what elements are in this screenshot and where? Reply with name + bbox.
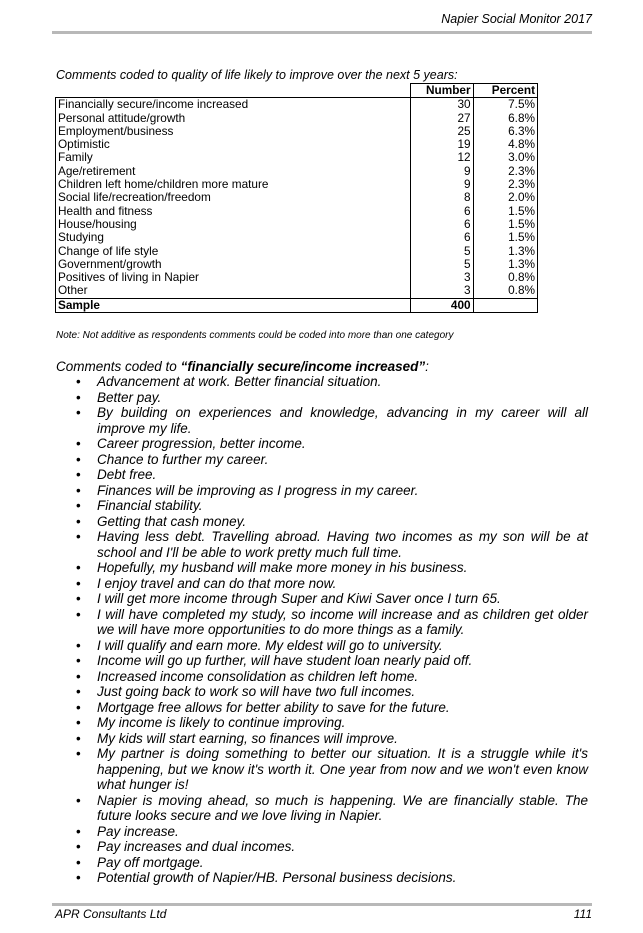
- bullet-icon: •: [76, 653, 81, 668]
- table-row: [56, 191, 538, 204]
- comment-text: Pay increases and dual incomes.: [97, 839, 296, 854]
- bullet-icon: •: [76, 699, 81, 715]
- comment-text: My income is likely to continue improving.: [97, 715, 346, 730]
- bullet-icon: •: [76, 405, 81, 420]
- row-percent: 7.5%: [473, 98, 537, 112]
- row-number: 5: [411, 258, 474, 271]
- comments-list: [56, 374, 588, 886]
- row-label: Optimistic: [56, 138, 411, 151]
- comments-heading-prefix: Comments coded to: [56, 359, 181, 374]
- row-label: Health and fitness: [56, 205, 411, 218]
- comment-item: [56, 855, 588, 871]
- comment-item: [56, 669, 588, 685]
- row-label: Age/retirement: [56, 165, 411, 178]
- row-percent: 2.0%: [473, 191, 537, 204]
- row-number: 3: [411, 284, 474, 298]
- bullet-icon: •: [76, 715, 81, 730]
- row-number: 25: [411, 125, 474, 138]
- row-percent: 6.8%: [473, 112, 537, 125]
- comment-item: [56, 467, 588, 483]
- table-note: Note: Not additive as respondents comments could be coded into more than one category: [56, 330, 454, 341]
- bullet-icon: •: [76, 606, 81, 622]
- comment-item: [56, 560, 588, 576]
- comments-heading: [56, 359, 429, 374]
- comment-item: [56, 731, 588, 747]
- row-label: Government/growth: [56, 258, 411, 271]
- table-body: [56, 98, 538, 298]
- comment-text: I will qualify and earn more. My eldest will go to university.: [97, 637, 443, 653]
- header-number: Number: [411, 84, 474, 98]
- row-number: 6: [411, 205, 474, 218]
- bullet-icon: •: [76, 637, 81, 653]
- row-percent: 2.3%: [473, 165, 537, 178]
- row-percent: 1.3%: [473, 245, 537, 258]
- table-row: [56, 245, 538, 258]
- page-number: 111: [573, 907, 592, 921]
- row-number: 12: [411, 151, 474, 164]
- comment-item: [56, 483, 588, 499]
- comment-item: [56, 436, 588, 452]
- comment-text: Chance to further my career.: [97, 451, 269, 467]
- table-row: [56, 125, 538, 138]
- comment-text: Having less debt. Travelling abroad. Having two incomes as my son will be at school and I'll be able to work pretty much full time.: [97, 529, 588, 560]
- comment-text: Increased income consolidation as children left home.: [97, 668, 419, 684]
- row-percent: 0.8%: [473, 284, 537, 298]
- bullet-icon: •: [76, 591, 81, 606]
- comment-item: [56, 529, 588, 560]
- bullet-icon: •: [76, 374, 81, 389]
- bullet-icon: •: [76, 498, 81, 513]
- bullet-icon: •: [76, 854, 81, 870]
- row-percent: 1.3%: [473, 258, 537, 271]
- bullet-icon: •: [76, 529, 81, 544]
- comment-item: [56, 374, 588, 390]
- table-row: [56, 271, 538, 284]
- comment-text: By building on experiences and knowledge, advancing in my career will all improve my life.: [97, 405, 588, 436]
- row-label: Children left home/children more mature: [56, 178, 411, 191]
- comment-item: [56, 870, 588, 886]
- header-percent: Percent: [473, 84, 537, 98]
- comment-text: Pay increase.: [97, 823, 179, 839]
- row-number: 27: [411, 112, 474, 125]
- row-percent: 6.3%: [473, 125, 537, 138]
- bullet-icon: •: [76, 436, 81, 451]
- comment-item: [56, 514, 588, 530]
- row-percent: 1.5%: [473, 231, 537, 244]
- bullet-icon: •: [76, 684, 81, 699]
- comment-item: [56, 576, 588, 592]
- comments-table: [55, 83, 538, 313]
- comment-text: Advancement at work. Better financial situation.: [97, 374, 382, 389]
- bullet-icon: •: [76, 560, 81, 575]
- comment-text: Career progression, better income.: [97, 436, 306, 451]
- bullet-icon: •: [76, 389, 81, 405]
- row-label: Employment/business: [56, 125, 411, 138]
- bullet-icon: •: [76, 451, 81, 467]
- comment-item: [56, 793, 588, 824]
- comment-item: [56, 715, 588, 731]
- comment-item: [56, 638, 588, 654]
- row-number: 6: [411, 218, 474, 231]
- table-row: [56, 151, 538, 164]
- comment-text: I enjoy travel and can do that more now.: [97, 575, 337, 591]
- table-caption: Comments coded to quality of life likely to improve over the next 5 years:: [56, 68, 458, 82]
- row-label: Change of life style: [56, 245, 411, 258]
- row-label: Other: [56, 284, 411, 298]
- row-label: Studying: [56, 231, 411, 244]
- table-row: [56, 284, 538, 298]
- bullet-icon: •: [76, 839, 81, 854]
- table-row: [56, 205, 538, 218]
- table-row: [56, 98, 538, 112]
- bullet-icon: •: [76, 730, 81, 746]
- comment-text: Getting that cash money.: [97, 513, 247, 529]
- row-label: House/housing: [56, 218, 411, 231]
- row-number: 3: [411, 271, 474, 284]
- row-label: Social life/recreation/freedom: [56, 191, 411, 204]
- row-percent: 0.8%: [473, 271, 537, 284]
- comments-heading-suffix: :: [425, 359, 429, 374]
- row-percent: 4.8%: [473, 138, 537, 151]
- comment-item: [56, 746, 588, 793]
- bullet-icon: •: [76, 467, 81, 482]
- page-header-title: Napier Social Monitor 2017: [441, 12, 592, 26]
- comment-text: Financial stability.: [97, 498, 203, 513]
- comment-item: [56, 591, 588, 607]
- sample-row: [56, 298, 538, 312]
- row-label: Personal attitude/growth: [56, 112, 411, 125]
- row-percent: 3.0%: [473, 151, 537, 164]
- comment-item: [56, 824, 588, 840]
- comment-text: Just going back to work so will have two full incomes.: [97, 684, 416, 699]
- table-header-row: [56, 84, 538, 98]
- comment-text: Finances will be improving as I progress in my career.: [97, 482, 419, 498]
- comment-text: Pay off mortgage.: [97, 854, 204, 870]
- comment-item: [56, 684, 588, 700]
- row-percent: 2.3%: [473, 178, 537, 191]
- comment-item: [56, 452, 588, 468]
- table-row: [56, 218, 538, 231]
- row-label: Family: [56, 151, 411, 164]
- comment-text: My kids will start earning, so finances will improve.: [97, 730, 398, 746]
- comment-text: Mortgage free allows for better ability to save for the future.: [97, 699, 450, 715]
- row-number: 5: [411, 245, 474, 258]
- row-number: 9: [411, 178, 474, 191]
- footer-rule: [52, 903, 592, 906]
- bullet-icon: •: [76, 792, 81, 808]
- row-percent: 1.5%: [473, 205, 537, 218]
- comment-item: [56, 390, 588, 406]
- bullet-icon: •: [76, 668, 81, 684]
- comment-text: Hopefully, my husband will make more money in his business.: [97, 560, 468, 575]
- row-percent: 1.5%: [473, 218, 537, 231]
- comment-item: [56, 839, 588, 855]
- comments-heading-category: “financially secure/income increased”: [180, 359, 426, 374]
- comment-text: My partner is doing something to better our situation. It is a struggle while it's happening, but we know it's worth it. One year from now and we won't even know what hunger is!: [97, 746, 588, 792]
- row-number: 30: [411, 98, 474, 112]
- row-number: 6: [411, 231, 474, 244]
- bullet-icon: •: [76, 575, 81, 591]
- bullet-icon: •: [76, 870, 81, 885]
- bullet-icon: •: [76, 513, 81, 529]
- comment-item: [56, 700, 588, 716]
- comment-text: I will have completed my study, so income will increase and as children get older we will have more opportunities to do more things as a family.: [97, 606, 588, 637]
- table-row: [56, 112, 538, 125]
- table-row: [56, 258, 538, 271]
- sample-number: 400: [411, 298, 474, 312]
- footer-company: APR Consultants Ltd: [55, 907, 167, 921]
- comment-text: Napier is moving ahead, so much is happening. We are financially stable. The future looks secure and we love living in Napier.: [97, 792, 588, 823]
- row-number: 9: [411, 165, 474, 178]
- comment-text: Potential growth of Napier/HB. Personal business decisions.: [97, 870, 457, 885]
- comment-item: [56, 653, 588, 669]
- row-number: 19: [411, 138, 474, 151]
- header-blank-cell: [56, 84, 411, 98]
- table-row: [56, 165, 538, 178]
- bullet-icon: •: [76, 482, 81, 498]
- comment-text: Better pay.: [97, 389, 162, 405]
- sample-percent: [473, 298, 537, 312]
- bullet-icon: •: [76, 823, 81, 839]
- header-rule: [52, 31, 592, 34]
- row-number: 8: [411, 191, 474, 204]
- bullet-icon: •: [76, 746, 81, 761]
- table-row: [56, 138, 538, 151]
- comment-item: [56, 498, 588, 514]
- table-row: [56, 231, 538, 244]
- table-row: [56, 178, 538, 191]
- row-label: Positives of living in Napier: [56, 271, 411, 284]
- sample-label: Sample: [56, 298, 411, 312]
- comment-text: I will get more income through Super and Kiwi Saver once I turn 65.: [97, 591, 501, 606]
- comment-text: Income will go up further, will have student loan nearly paid off.: [97, 653, 473, 668]
- comment-text: Debt free.: [97, 467, 157, 482]
- comment-item: [56, 405, 588, 436]
- row-label: Financially secure/income increased: [56, 98, 411, 112]
- comment-item: [56, 607, 588, 638]
